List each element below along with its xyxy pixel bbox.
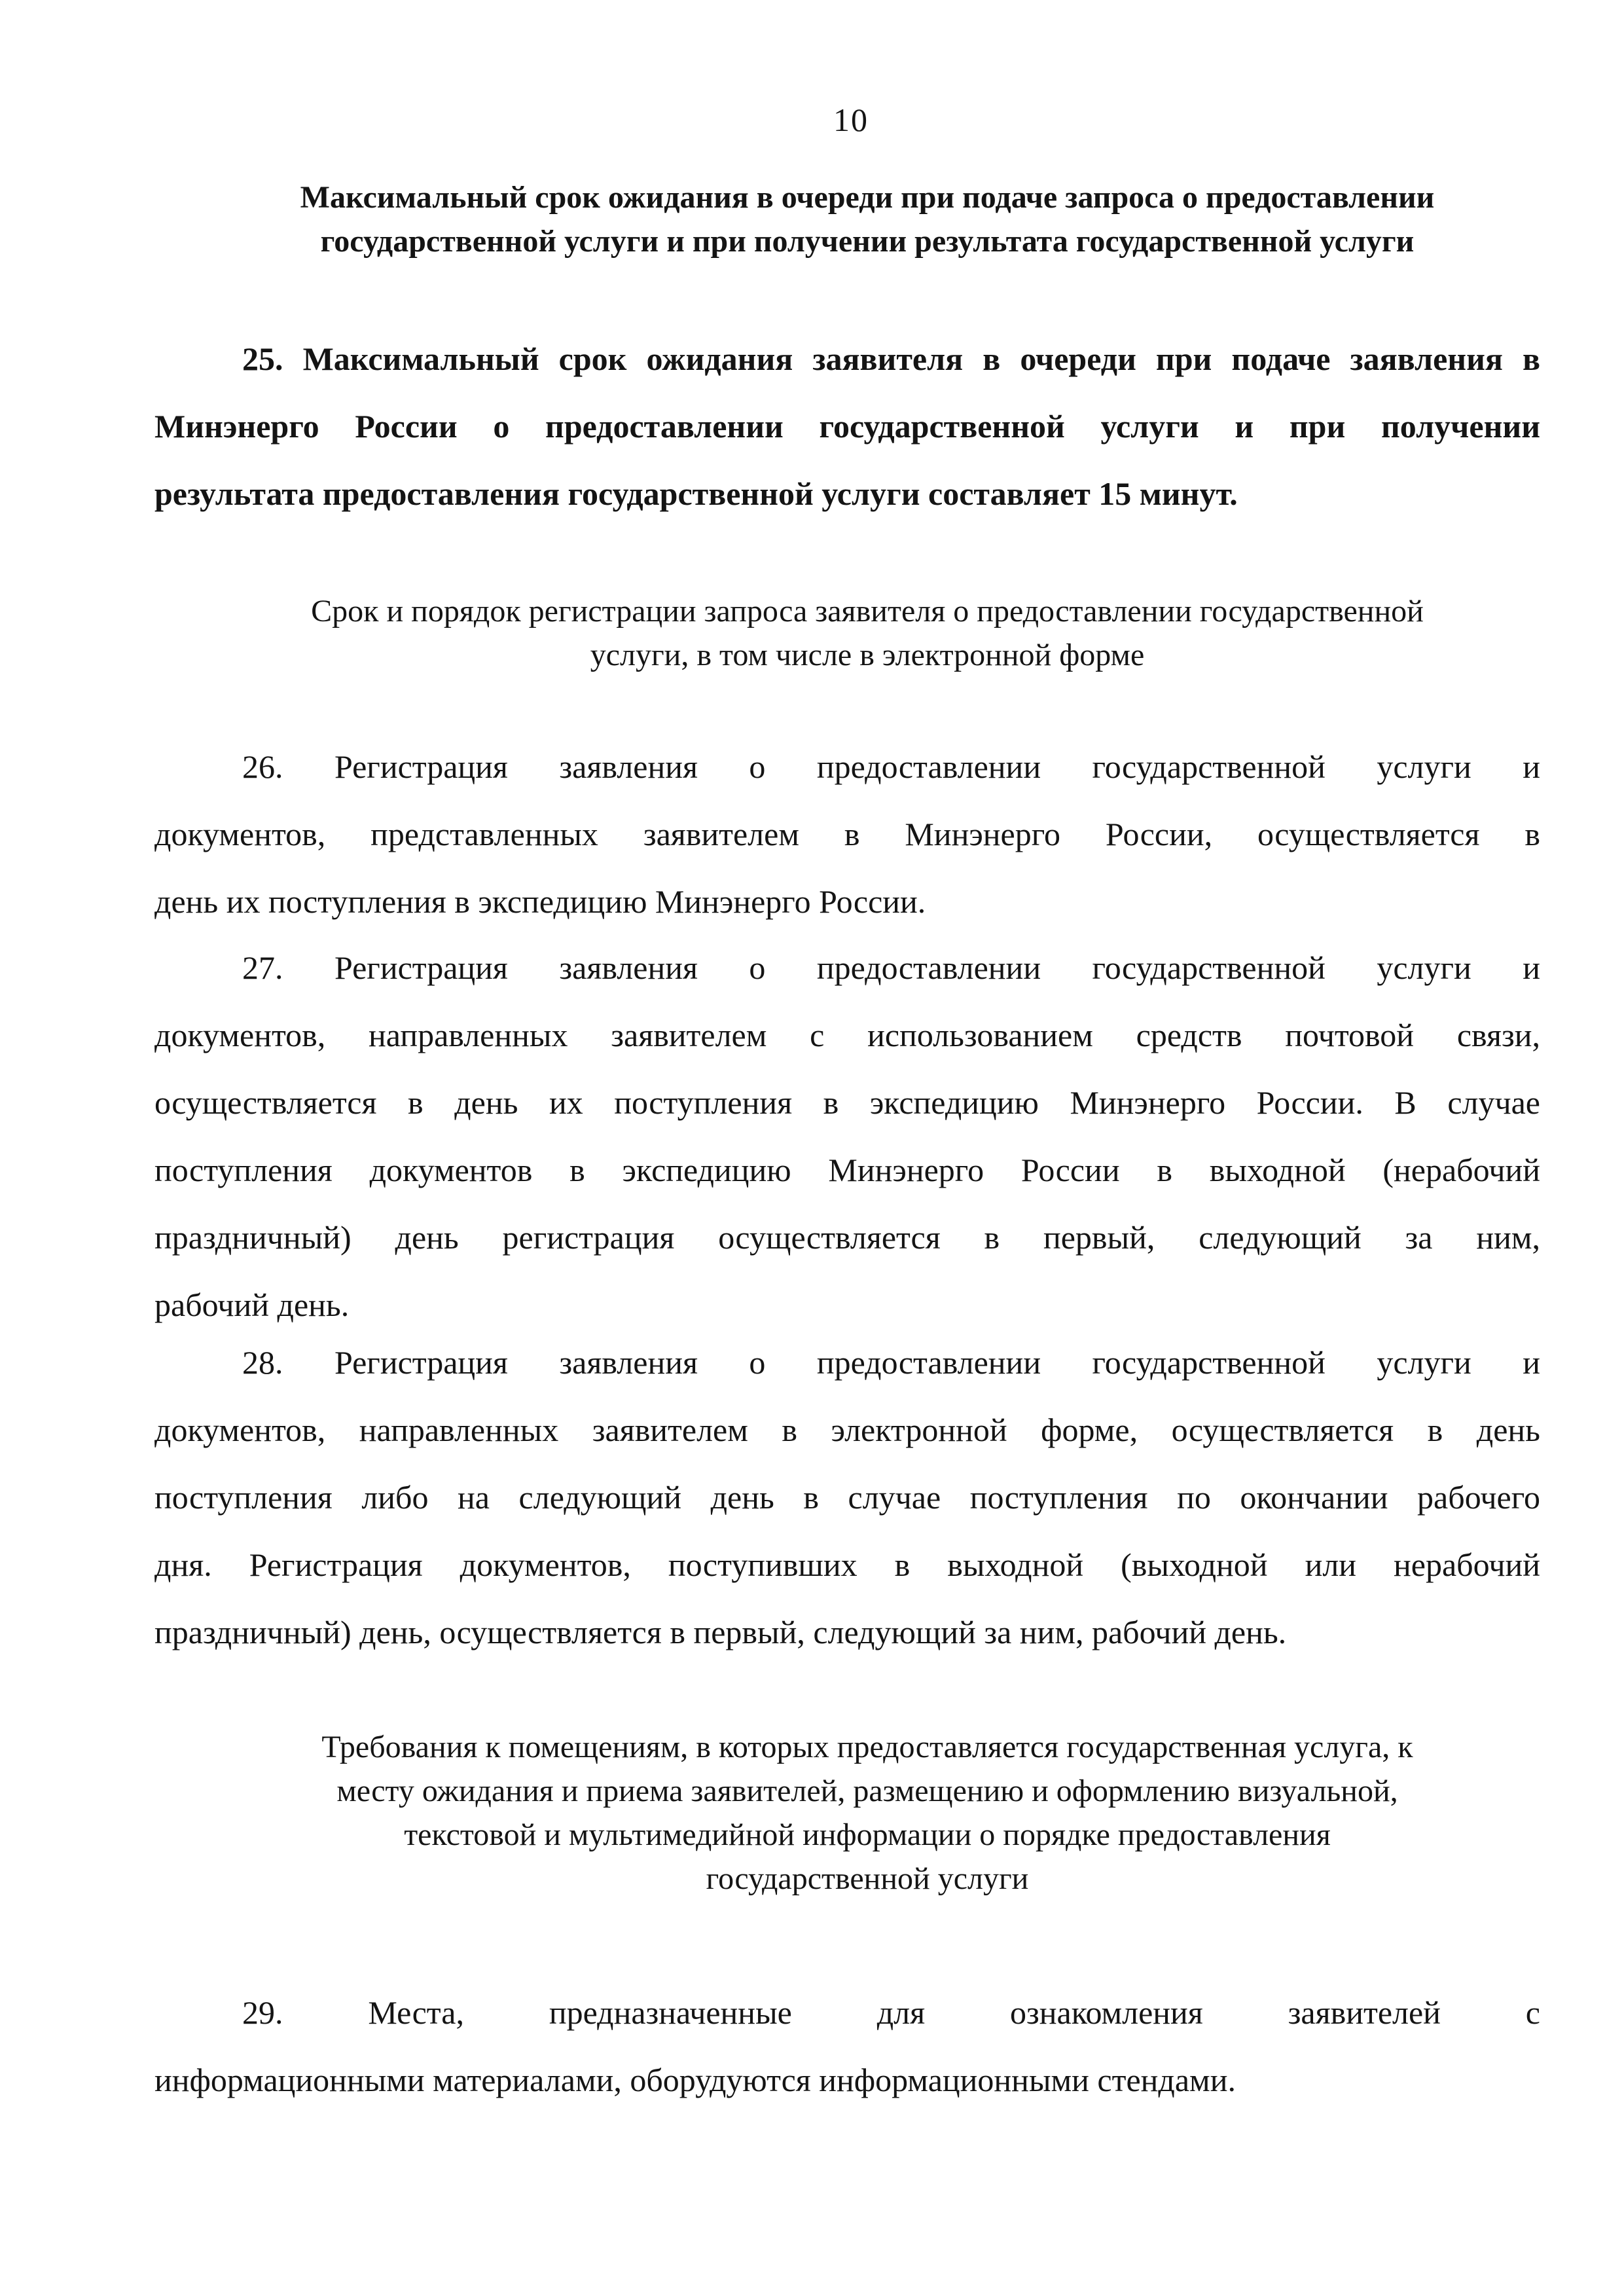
heading-line: Требования к помещениям, в которых предоставляется государственная услуга, к	[321, 1730, 1413, 1764]
paragraph-line: Минэнерго России о предоставлении государственной услуги и при получении	[154, 408, 1540, 445]
paragraph-line: поступления либо на следующий день в случае поступления по окончании рабочего	[154, 1479, 1540, 1516]
section-heading-registration	[164, 589, 1571, 677]
heading-line: месту ожидания и приема заявителей, размещению и оформлению визуальной,	[336, 1774, 1398, 1808]
paragraph-line: 25. Максимальный срок ожидания заявителя в очереди при подаче заявления в	[242, 340, 1540, 377]
paragraph-line: поступления документов в экспедицию Минэнерго России в выходной (нерабочий	[154, 1152, 1540, 1188]
heading-line: Максимальный срок ожидания в очереди при подаче запроса о предоставлении	[300, 180, 1435, 215]
heading-line: государственной услуги и при получении результата государственной услуги	[320, 224, 1415, 259]
heading-line: государственной услуги	[706, 1861, 1029, 1896]
paragraph-line: документов, направленных заявителем с использованием средств почтовой связи,	[154, 1017, 1540, 1053]
paragraph-29	[154, 1979, 1540, 2114]
paragraph-line: день их поступления в экспедицию Минэнерго России.	[154, 883, 926, 920]
paragraph-line: дня. Регистрация документов, поступивших в выходной (выходной или нерабочий	[154, 1546, 1540, 1583]
paragraph-line: 26. Регистрация заявления о предоставлении государственной услуги и	[242, 748, 1540, 785]
paragraph-line: праздничный) день, осуществляется в первый, следующий за ним, рабочий день.	[154, 1614, 1287, 1650]
paragraph-28	[154, 1329, 1540, 1666]
section-heading-max-wait-time	[164, 175, 1571, 263]
paragraph-line: праздничный) день регистрация осуществляется в первый, следующий за ним,	[154, 1219, 1540, 1256]
paragraph-line: осуществляется в день их поступления в экспедицию Минэнерго России. В случае	[154, 1084, 1540, 1121]
section-heading-premises-requirements	[164, 1725, 1571, 1901]
heading-line: услуги, в том числе в электронной форме	[590, 638, 1145, 672]
page-number: 10	[833, 101, 869, 138]
paragraph-line: 27. Регистрация заявления о предоставлении государственной услуги и	[242, 949, 1540, 986]
paragraph-line: рабочий день.	[154, 1286, 350, 1323]
paragraph-26	[154, 733, 1540, 936]
paragraph-line: документов, представленных заявителем в Минэнерго России, осуществляется в	[154, 816, 1540, 852]
paragraph-line: 29. Места, предназначенные для ознакомления заявителей с	[242, 1994, 1540, 2031]
paragraph-27	[154, 934, 1540, 1339]
paragraph-line: информационными материалами, оборудуются информационными стендами.	[154, 2062, 1236, 2098]
heading-line: Срок и порядок регистрации запроса заявителя о предоставлении государственной	[311, 594, 1424, 629]
paragraph-line: результата предоставления государственной услуги составляет 15 минут.	[154, 475, 1238, 512]
paragraph-25	[154, 325, 1540, 528]
paragraph-line: документов, направленных заявителем в электронной форме, осуществляется в день	[154, 1412, 1540, 1448]
heading-line: текстовой и мультимедийной информации о порядке предоставления	[404, 1817, 1331, 1852]
paragraph-line: 28. Регистрация заявления о предоставлении государственной услуги и	[242, 1344, 1540, 1381]
